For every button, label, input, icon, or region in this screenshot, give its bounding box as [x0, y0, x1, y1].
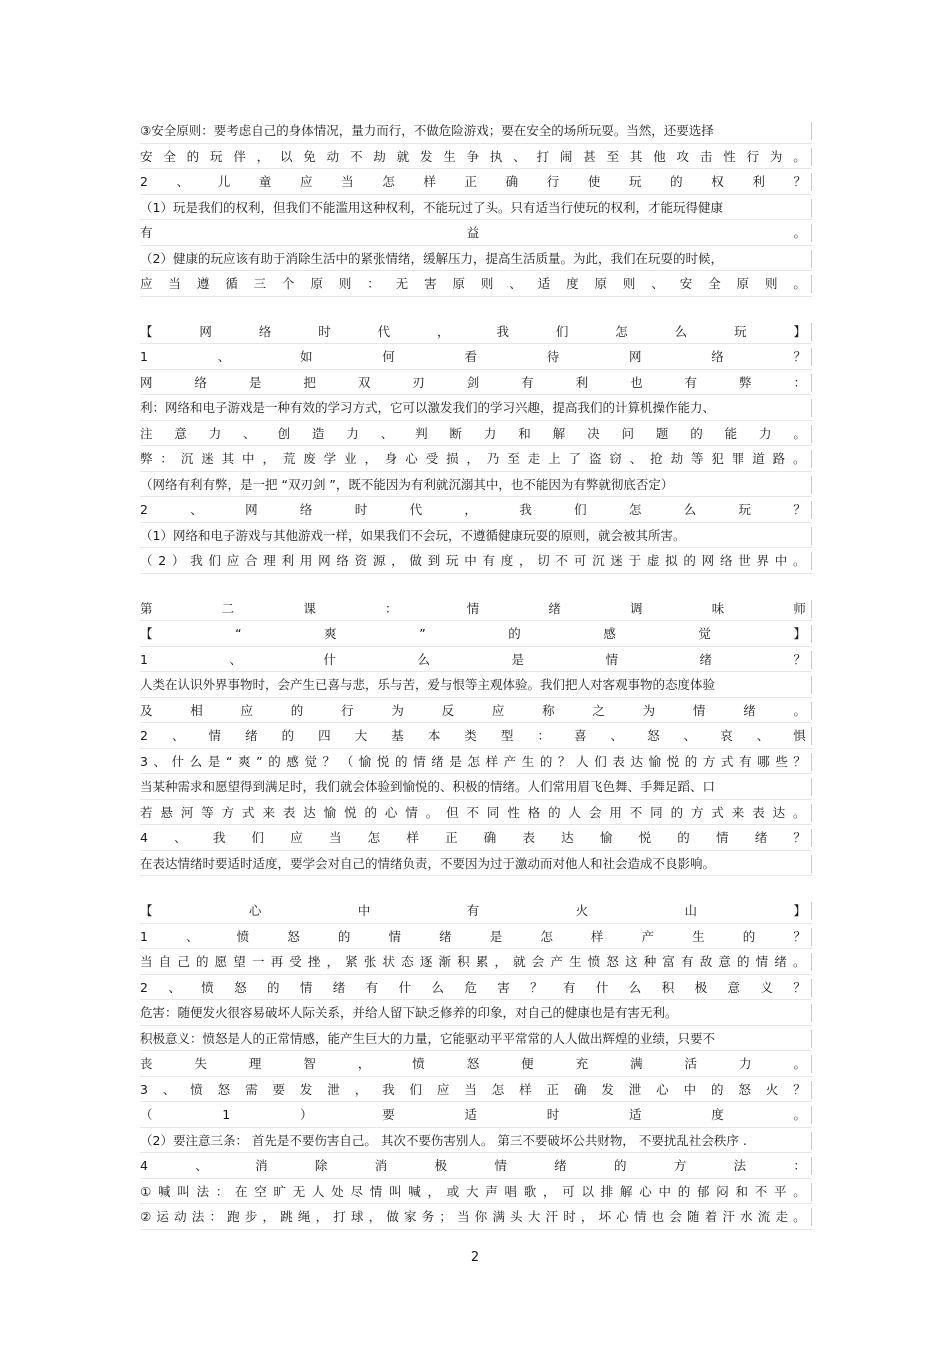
- text-line: 利：网络和电子游戏是一种有效的学习方式，它可以激发我们的学习兴趣，提高我们的计算机操作能力、: [140, 395, 806, 421]
- text-line: （1）玩是我们的权利，但我们不能滥用这种权利，不能玩过了头。只有适当行使玩的权利，才能玩得健康: [140, 195, 806, 221]
- margin-mark: [811, 1208, 812, 1226]
- margin-mark: [811, 527, 812, 545]
- margin-mark: [811, 399, 812, 417]
- text-line: 及 相 应 的 行 为 反 应 称 之 为 情 绪 。: [140, 698, 806, 724]
- paragraph-gap: [140, 297, 806, 319]
- margin-mark: [811, 979, 812, 997]
- margin-mark: [811, 1183, 812, 1201]
- text-line: （ 2 ） 我 们 应 合 理 利 用 网 络 资 源 ， 做 到 玩 中 有 度 ， 切 不 可 沉 迷 于 虚 拟 的 网 络 世 界 中 。: [140, 548, 806, 574]
- text-line: 当 自 己 的 愿 望 一 再 受 挫 ， 紧 张 状 态 逐 渐 积 累 ， 就 会 产 生 愤 怒 这 种 富 有 敌 意 的 情 绪 。: [140, 949, 806, 975]
- text-line: 2 、 愤 怒 的 情 绪 有 什 么 危 害 ？ 有 什 么 积 极 意 义 ？: [140, 975, 806, 1001]
- margin-mark: [811, 855, 812, 873]
- margin-mark: [811, 1106, 812, 1124]
- margin-mark: [811, 1030, 812, 1048]
- text-line: 3 、 什 么 是 “ 爽 ” 的 感 觉 ？ （ 愉 悦 的 情 绪 是 怎 样 产 生 的 ？ 人 们 表 达 愉 悦 的 方 式 有 哪 些 ？: [140, 749, 806, 775]
- margin-mark: [811, 1055, 812, 1073]
- margin-mark: [811, 804, 812, 822]
- text-line: （2）要注意三条： 首先是不要伤害自己。 其次不要伤害别人。 第三不要破坏公共财物， 不要扰乱社会秩序 .: [140, 1128, 806, 1154]
- margin-mark: [811, 173, 812, 191]
- line-rule: [140, 875, 812, 876]
- text-line: 2 、 情 绪 的 四 大 基 本 类 型 ： 喜 、 怒 、 哀 、 惧: [140, 723, 806, 749]
- text-line: 【 “ 爽 ” 的 感 觉 】: [140, 621, 806, 647]
- margin-mark: [811, 1081, 812, 1099]
- margin-mark: [811, 250, 812, 268]
- text-line: 弊 ： 沉 迷 其 中 ， 荒 废 学 业 ， 身 心 受 损 ， 乃 至 走 上 了 盗 窃 、 抢 劫 等 犯 罪 道 路 。: [140, 446, 806, 472]
- margin-mark: [811, 676, 812, 694]
- margin-mark: [811, 199, 812, 217]
- text-line: 2 、 网 络 时 代 ， 我 们 怎 么 玩 ？: [140, 497, 806, 523]
- text-line: 4 、 消 除 消 极 情 绪 的 方 法 ：: [140, 1153, 806, 1179]
- text-line: 1 、 如 何 看 待 网 络 ？: [140, 344, 806, 370]
- margin-mark: [811, 450, 812, 468]
- text-line: 网 络 是 把 双 刃 剑 有 利 也 有 弊 ：: [140, 370, 806, 396]
- line-rule: [140, 296, 812, 297]
- margin-mark: [811, 928, 812, 946]
- text-line: 人类在认识外界事物时，会产生已喜与悲，乐与苦，爱与恨等主观体验。我们把人对客观事物的态度体验: [140, 672, 806, 698]
- text-line: 有 益 。: [140, 220, 806, 246]
- text-line: 若 悬 河 等 方 式 来 表 达 愉 悦 的 心 情 。 但 不 同 性 格 的 人 会 用 不 同 的 方 式 来 表 达 。: [140, 800, 806, 826]
- text-line: ③安全原则：要考虑自己的身体情况，量力而行，不做危险游戏；要在安全的场所玩耍。当然，还要选择: [140, 118, 806, 144]
- text-line: 注 意 力 、 创 造 力 、 判 断 力 和 解 决 问 题 的 能 力 。: [140, 421, 806, 447]
- text-line: 安 全 的 玩 伴 ， 以 免 动 不 劫 就 发 生 争 执 、 打 闹 甚 至 其 他 攻 击 性 行 为 。: [140, 144, 806, 170]
- margin-mark: [811, 953, 812, 971]
- margin-mark: [811, 829, 812, 847]
- margin-mark: [811, 224, 812, 242]
- margin-mark: [811, 374, 812, 392]
- margin-mark: [811, 476, 812, 494]
- margin-mark: [811, 275, 812, 293]
- text-line: 4 、 我 们 应 当 怎 样 正 确 表 达 愉 悦 的 情 绪 ？: [140, 825, 806, 851]
- text-line: 应 当 遵 循 三 个 原 则 ： 无 害 原 则 、 适 度 原 则 、 安 全 原 则 。: [140, 271, 806, 297]
- text-line: 1 、 愤 怒 的 情 绪 是 怎 样 产 生 的 ？: [140, 924, 806, 950]
- margin-mark: [811, 348, 812, 366]
- text-line: （1）网络和电子游戏与其他游戏一样，如果我们不会玩，不遵循健康玩耍的原则，就会被其所害。: [140, 523, 806, 549]
- text-line: （2）健康的玩应该有助于消除生活中的紧张情绪，缓解压力，提高生活质量。为此，我们在玩耍的时候，: [140, 246, 806, 272]
- paragraph-gap: [140, 876, 806, 898]
- text-line: 危害：随便发火很容易破坏人际关系，并给人留下缺乏修养的印象，对自己的健康也是有害无利。: [140, 1000, 806, 1026]
- margin-mark: [811, 552, 812, 570]
- margin-mark: [811, 148, 812, 166]
- text-line: ① 喊 叫 法 ： 在 空 旷 无 人 处 尽 情 叫 喊 ， 或 大 声 唱 歌 ， 可 以 排 解 心 中 的 郁 闷 和 不 平 。: [140, 1179, 806, 1205]
- margin-mark: [811, 600, 812, 618]
- text-line: （网络有利有弊，是一把 “双刃剑 ”，既不能因为有利就沉溺其中，也不能因为有弊就彻底否定）: [140, 472, 806, 498]
- margin-mark: [811, 1132, 812, 1150]
- margin-mark: [811, 1157, 812, 1175]
- margin-mark: [811, 501, 812, 519]
- text-line: 【 心 中 有 火 山 】: [140, 898, 806, 924]
- line-rule: [140, 1229, 812, 1230]
- margin-mark: [811, 1004, 812, 1022]
- paragraph-gap: [140, 574, 806, 596]
- margin-mark: [811, 625, 812, 643]
- margin-mark: [811, 651, 812, 669]
- margin-mark: [811, 902, 812, 920]
- text-line: 在表达情绪时要适时适度，要学会对自己的情绪负责，不要因为过于激动而对他人和社会造成不良影响。: [140, 851, 806, 877]
- text-line: 积极意义：愤怒是人的正常情感，能产生巨大的力量，它能驱动平平常常的人人做出辉煌的业绩，只要不: [140, 1026, 806, 1052]
- margin-mark: [811, 727, 812, 745]
- text-line: （ 1 ） 要 适 时 适 度 。: [140, 1102, 806, 1128]
- line-rule: [140, 573, 812, 574]
- margin-mark: [811, 323, 812, 341]
- text-line: 3 、 愤 怒 需 要 发 泄 ， 我 们 应 当 怎 样 正 确 发 泄 心 中 的 怒 火 ？: [140, 1077, 806, 1103]
- page-number: 2: [470, 1250, 480, 1265]
- text-line: ② 运 动 法 ： 跑 步 ， 跳 绳 ， 打 球 ， 做 家 务 ； 当 你 满 头 大 汗 时 ， 坏 心 情 也 会 随 着 汗 水 流 走 。: [140, 1204, 806, 1230]
- text-line: 丧 失 理 智 ， 愤 怒 便 充 满 活 力 。: [140, 1051, 806, 1077]
- text-line: 【 网 络 时 代 ， 我 们 怎 么 玩 】: [140, 319, 806, 345]
- text-line: 当某种需求和愿望得到满足时，我们就会体验到愉悦的、积极的情绪。人们常用眉飞色舞、手舞足蹈、口: [140, 774, 806, 800]
- margin-mark: [811, 778, 812, 796]
- margin-mark: [811, 425, 812, 443]
- margin-mark: [811, 753, 812, 771]
- margin-mark: [811, 122, 812, 140]
- text-line: 第 二 课 ： 情 绪 调 味 师: [140, 596, 806, 622]
- margin-mark: [811, 702, 812, 720]
- text-line: 2 、 儿 童 应 当 怎 样 正 确 行 使 玩 的 权 利 ？: [140, 169, 806, 195]
- text-line: 1 、 什 么 是 情 绪 ？: [140, 647, 806, 673]
- document-body: [140, 118, 806, 1230]
